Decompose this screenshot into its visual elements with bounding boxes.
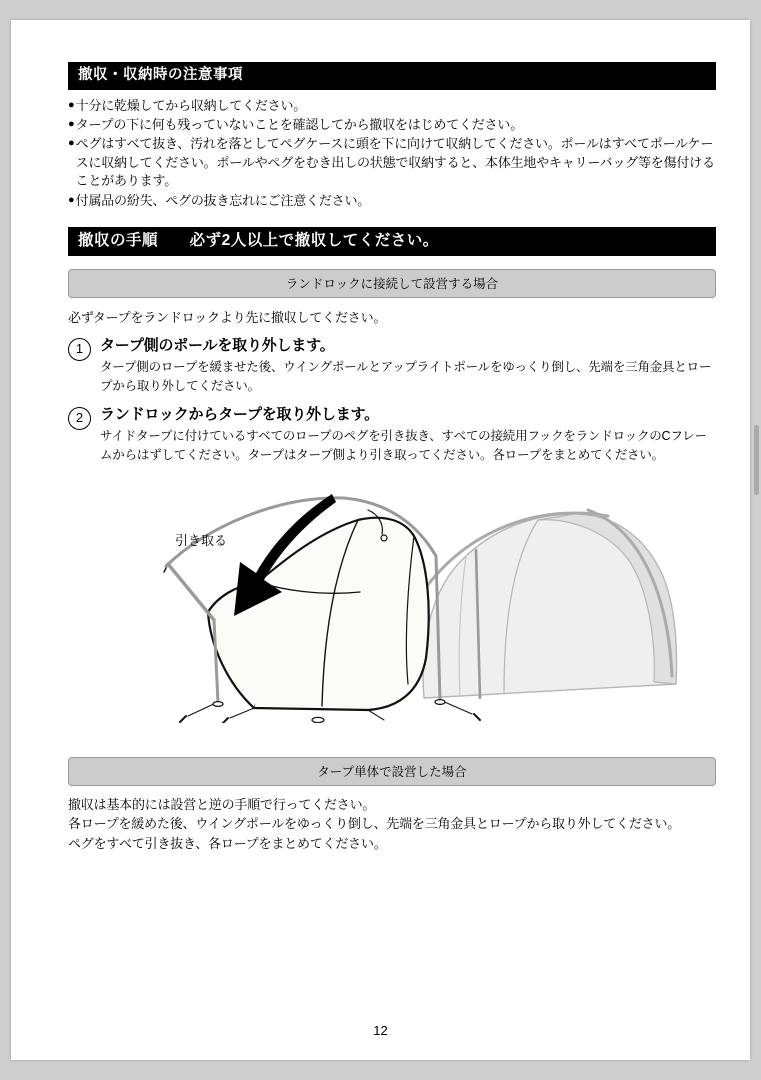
tent-tarp-illustration bbox=[68, 470, 716, 723]
step-body bbox=[100, 337, 716, 395]
bullet-dot-icon: ● bbox=[68, 98, 75, 111]
section-heading-precautions: 撤収・収納時の注意事項 bbox=[68, 62, 716, 90]
case-2-line: ペグをすべて引き抜き、各ロープをまとめてください。 bbox=[68, 835, 387, 851]
list-item bbox=[68, 192, 716, 210]
section-heading-procedure bbox=[68, 227, 716, 256]
list-item bbox=[68, 135, 716, 190]
list-item bbox=[68, 116, 716, 134]
step-description: サイドタープに付けているすべてのロープのペグを引き抜き、すべての接続用フックをランドロックのCフレームからはずしてください。タープはタープ側より引き取ってください。各ロープをまとめてください。 bbox=[100, 429, 707, 462]
section-heading-procedure-main: 撤収の手順 bbox=[78, 232, 159, 250]
bullet-dot-icon: ● bbox=[68, 137, 75, 150]
procedure-step bbox=[68, 337, 716, 395]
bullet-text: タープの下に何も残っていないことを確認してから撤収をはじめてください。 bbox=[75, 116, 524, 132]
step-number-badge: 1 bbox=[68, 338, 91, 361]
step-title: ランドロックからタープを取り外します。 bbox=[100, 405, 379, 423]
case-2-line: 撤収は基本的には設営と逆の手順で行ってください。 bbox=[68, 796, 376, 812]
tent-tarp-svg bbox=[68, 470, 716, 723]
step-title: タープ側のポールを取り外します。 bbox=[100, 336, 335, 354]
step-body bbox=[100, 406, 716, 464]
case-label-standalone: タープ単体で設営した場合 bbox=[68, 757, 716, 786]
case-label-connected: ランドロックに接続して設営する場合 bbox=[68, 269, 716, 298]
step-number-badge: 2 bbox=[68, 407, 91, 430]
page-number: 12 bbox=[373, 1023, 388, 1038]
bullet-dot-icon: ● bbox=[68, 117, 75, 130]
precaution-bullet-list bbox=[68, 97, 716, 211]
section-heading-procedure-sub: 必ず2人以上で撤収してください。 bbox=[189, 232, 439, 250]
procedure-step bbox=[68, 406, 716, 464]
page-content bbox=[68, 62, 716, 853]
case-1-lead-text: 必ずタープをランドロックより先に撤収してください。 bbox=[68, 309, 387, 325]
case-2-text bbox=[68, 795, 716, 854]
vertical-scrollbar[interactable] bbox=[754, 425, 759, 495]
step-description: タープ側のロープを緩ませた後、ウイングポールとアップライトポールをゆっくり倒し、先端を三角金具とロープから取り外してください。 bbox=[100, 360, 712, 393]
list-item bbox=[68, 97, 716, 115]
case-2-line: 各ロープを緩めた後、ウイングポールをゆっくり倒し、先端を三角金具とロープから取り外してください。 bbox=[68, 816, 681, 832]
bullet-text: ペグはすべて抜き、汚れを落としてペグケースに頭を下に向けて収納してください。ポールはすべてポールケースに収納してください。ポールやペグをむき出しの状態で収納すると、本体生地やキャリーバッグ等を傷付けることがあります。 bbox=[75, 136, 715, 189]
bullet-text: 十分に乾燥してから収納してください。 bbox=[75, 97, 307, 113]
bullet-text: 付属品の紛失、ペグの抜き忘れにご注意ください。 bbox=[75, 192, 371, 208]
document-page bbox=[11, 20, 750, 1060]
figure-caption: 引き取る bbox=[175, 532, 228, 548]
bullet-dot-icon: ● bbox=[68, 193, 75, 206]
